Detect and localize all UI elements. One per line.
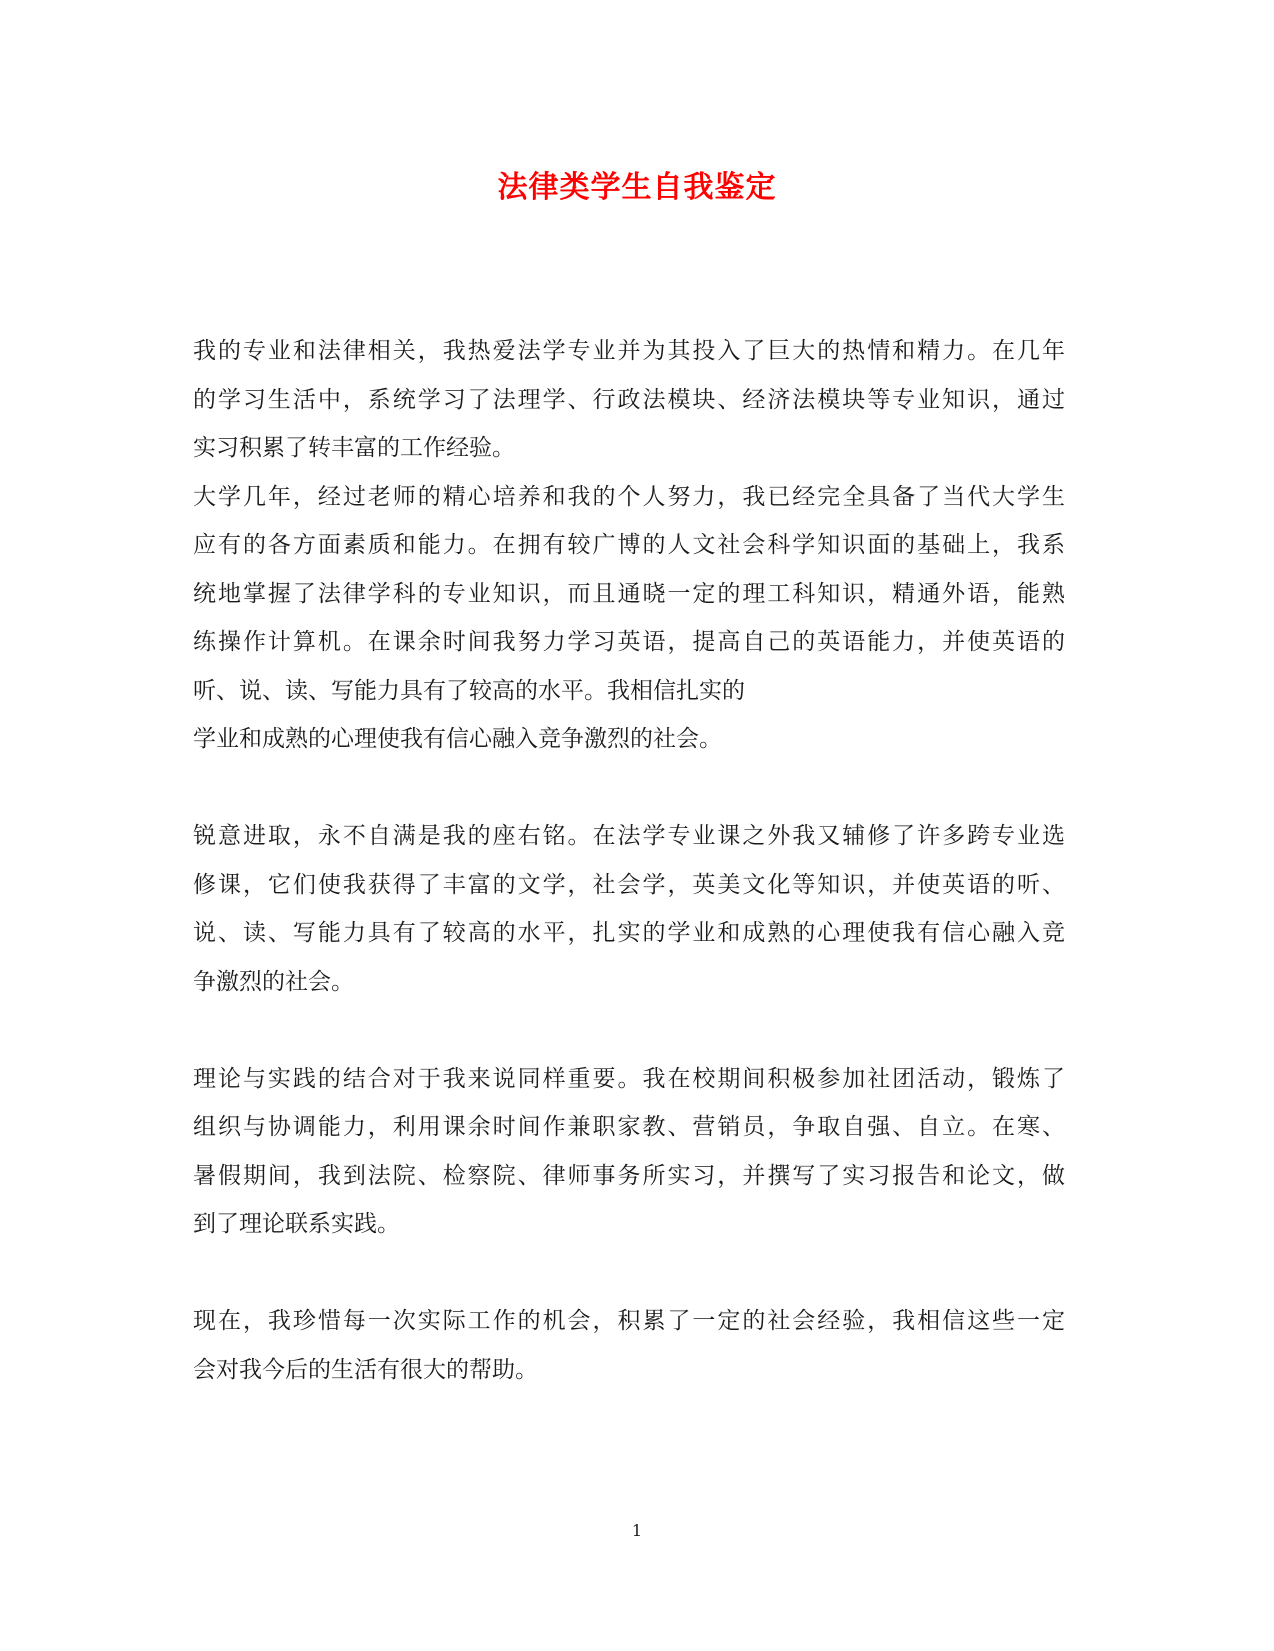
paragraph-line: 说、读、写能力具有了较高的水平，扎实的学业和成熟的心理使我有信心融入竞 <box>193 920 1065 946</box>
paragraph-1 <box>193 327 1065 473</box>
paragraph-line: 会对我今后的生活有很大的帮助。 <box>193 1356 538 1383</box>
paragraph-line: 统地掌握了法律学科的专业知识，而且通晓一定的理工科知识，精通外语，能熟 <box>193 580 1065 607</box>
paragraph-line: 的学习生活中，系统学习了法理学、行政法模块、经济法模块等专业知识，通过 <box>193 386 1065 413</box>
document-body <box>193 327 1065 1394</box>
paragraph-line: 学业和成熟的心理使我有信心融入竞争激烈的社会。 <box>193 726 722 752</box>
paragraph-line: 理论与实践的结合对于我来说同样重要。我在校期间积极参加社团活动，锻炼了 <box>193 1065 1065 1092</box>
page-number: 1 <box>631 1521 643 1540</box>
paragraph-line: 应有的各方面素质和能力。在拥有较广博的人文社会科学知识面的基础上，我系 <box>193 532 1065 558</box>
paragraph-spacer <box>193 1249 1065 1298</box>
document-title: 法律类学生自我鉴定 <box>497 170 777 205</box>
paragraph-spacer <box>193 764 1065 813</box>
paragraph-2 <box>193 473 1065 764</box>
paragraph-5 <box>193 1297 1065 1394</box>
paragraph-line: 实习积累了转丰富的工作经验。 <box>193 435 515 461</box>
paragraph-line: 我的专业和法律相关，我热爱法学专业并为其投入了巨大的热情和精力。在几年 <box>193 338 1065 364</box>
paragraph-line: 现在，我珍惜每一次实际工作的机会，积累了一定的社会经验，我相信这些一定 <box>193 1308 1065 1334</box>
paragraph-line: 暑假期间，我到法院、检察院、律师事务所实习，并撰写了实习报告和论文，做 <box>193 1162 1065 1189</box>
paragraph-line: 组织与协调能力，利用课余时间作兼职家教、营销员，争取自强、自立。在寒、 <box>193 1114 1065 1140</box>
paragraph-line: 修课，它们使我获得了丰富的文学，社会学，英美文化等知识，并使英语的听、 <box>193 871 1065 898</box>
paragraph-line: 听、说、读、写能力具有了较高的水平。我相信扎实的 <box>193 677 745 704</box>
paragraph-line: 练操作计算机。在课余时间我努力学习英语，提高自己的英语能力，并使英语的 <box>193 629 1065 655</box>
paragraph-3 <box>193 812 1065 1006</box>
paragraph-line: 大学几年，经过老师的精心培养和我的个人努力，我已经完全具备了当代大学生 <box>193 483 1065 510</box>
paragraph-line: 锐意进取，永不自满是我的座右铭。在法学专业课之外我又辅修了许多跨专业选 <box>193 823 1065 849</box>
paragraph-line: 争激烈的社会。 <box>193 968 354 995</box>
paragraph-4 <box>193 1055 1065 1249</box>
paragraph-line: 到了理论联系实践。 <box>193 1211 400 1237</box>
paragraph-spacer <box>193 1006 1065 1055</box>
